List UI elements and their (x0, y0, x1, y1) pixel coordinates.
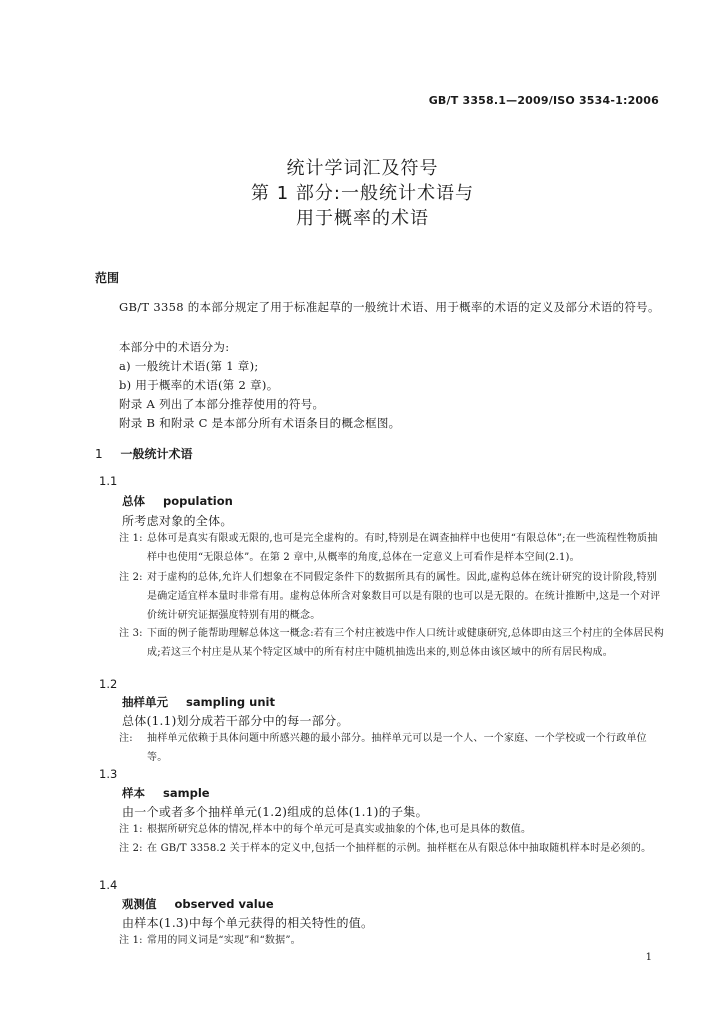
term-zh: 总体 (122, 494, 145, 508)
note-label: 注 2: (119, 572, 143, 583)
note-text: 对于虚构的总体,允许人们想象在不同假定条件下的数据所具有的属性。因此,虚构总体在统计研究的设计阶段,特别是确定适宜样本量时非常有用。虚构总体所含对象数目可以是有限的也可以是无限的。在统计推断中,这是一个对评价统计研究证据强度特别有用的概念。 (147, 572, 661, 621)
note-text: 抽样单元依赖于具体问题中所感兴趣的最小部分。抽样单元可以是一个人、一个家庭、一个学校或一个行政单位等。 (147, 733, 647, 763)
entry-number: 1.3 (99, 767, 118, 781)
title-line-2: 第 1 部分:一般统计术语与 (251, 183, 474, 204)
note-text: 根据所研究总体的情况,样本中的每个单元可是真实或抽象的个体,也可是具体的数值。 (147, 824, 532, 835)
term-en: sampling unit (186, 695, 275, 709)
term-zh: 观测值 (122, 897, 157, 911)
scope-paragraph-1: GB/T 3358 的本部分规定了用于标准起草的一般统计术语、用于概率的术语的定义及部分术语的符号。 (119, 300, 660, 314)
term-en: population (163, 494, 233, 508)
note-text: 在 GB/T 3358.2 关于样本的定义中,包括一个抽样框的示例。抽样框在从有限总体中抽取随机样本时是必须的。 (147, 843, 652, 854)
entry-number: 1.2 (99, 677, 118, 691)
note-label: 注: (119, 733, 133, 744)
term-en: observed value (174, 897, 274, 911)
term-heading (122, 694, 275, 710)
note (119, 624, 667, 662)
document-title (0, 156, 725, 231)
term-zh: 抽样单元 (122, 695, 168, 709)
term-heading (122, 493, 233, 509)
note-label: 注 2: (119, 843, 143, 854)
scope-item-b: b) 用于概率的术语(第 2 章)。 (119, 378, 279, 392)
title-line-1: 统计学词汇及符号 (286, 158, 439, 179)
note (119, 820, 667, 839)
term-zh: 样本 (122, 786, 145, 800)
note-text: 常用的同义词是“实现”和“数据”。 (147, 935, 301, 946)
term-heading (122, 785, 210, 801)
note (119, 729, 667, 767)
entry-number: 1.4 (99, 878, 118, 892)
term-en: sample (163, 786, 210, 800)
note (119, 568, 667, 625)
note-text: 总体可是真实有限或无限的,也可是完全虚构的。有时,特别是在调查抽样中也使用“有限总体”;在一些流程性物质抽样中也使用“无限总体”。在第 2 章中,从概率的角度,总体在一定意义上可看作是样本空间(2.1)。 (147, 533, 658, 563)
title-line-3: 用于概率的术语 (296, 208, 429, 229)
chapter-title: 一般统计术语 (120, 447, 193, 461)
scope-heading: 范围 (95, 271, 120, 285)
term-heading (122, 896, 274, 912)
chapter-number: 1 (95, 447, 103, 461)
entry-number: 1.1 (99, 474, 118, 488)
scope-paragraph-4: 附录 B 和附录 C 是本部分所有术语条目的概念框图。 (119, 416, 401, 430)
scope-item-a: a) 一般统计术语(第 1 章); (119, 359, 259, 373)
term-definition: 由样本(1.3)中每个单元获得的相关特性的值。 (122, 916, 374, 930)
scope-paragraph-3: 附录 A 列出了本部分推荐使用的符号。 (119, 397, 325, 411)
note-label: 注 3: (119, 628, 143, 639)
note (119, 839, 667, 858)
note-text: 下面的例子能帮助理解总体这一概念:若有三个村庄被选中作人口统计或健康研究,总体即由这三个村庄的全体居民构成;若这三个村庄是从某个特定区域中的所有村庄中随机抽选出来的,则总体由该区域中的所有居民构成。 (147, 628, 664, 658)
note (119, 931, 667, 950)
note-label: 注 1: (119, 824, 143, 835)
term-definition: 总体(1.1)划分成若干部分中的每一部分。 (122, 714, 349, 728)
note (119, 529, 667, 567)
note-label: 注 1: (119, 533, 143, 544)
term-definition: 所考虑对象的全体。 (122, 514, 233, 528)
page-number: 1 (645, 952, 652, 963)
standard-code: GB/T 3358.1—2009/ISO 3534-1:2006 (428, 94, 659, 107)
scope-paragraph-2: 本部分中的术语分为: (119, 340, 230, 354)
chapter-1-heading (95, 445, 192, 462)
term-definition: 由一个或者多个抽样单元(1.2)组成的总体(1.1)的子集。 (122, 805, 428, 819)
note-label: 注 1: (119, 935, 143, 946)
